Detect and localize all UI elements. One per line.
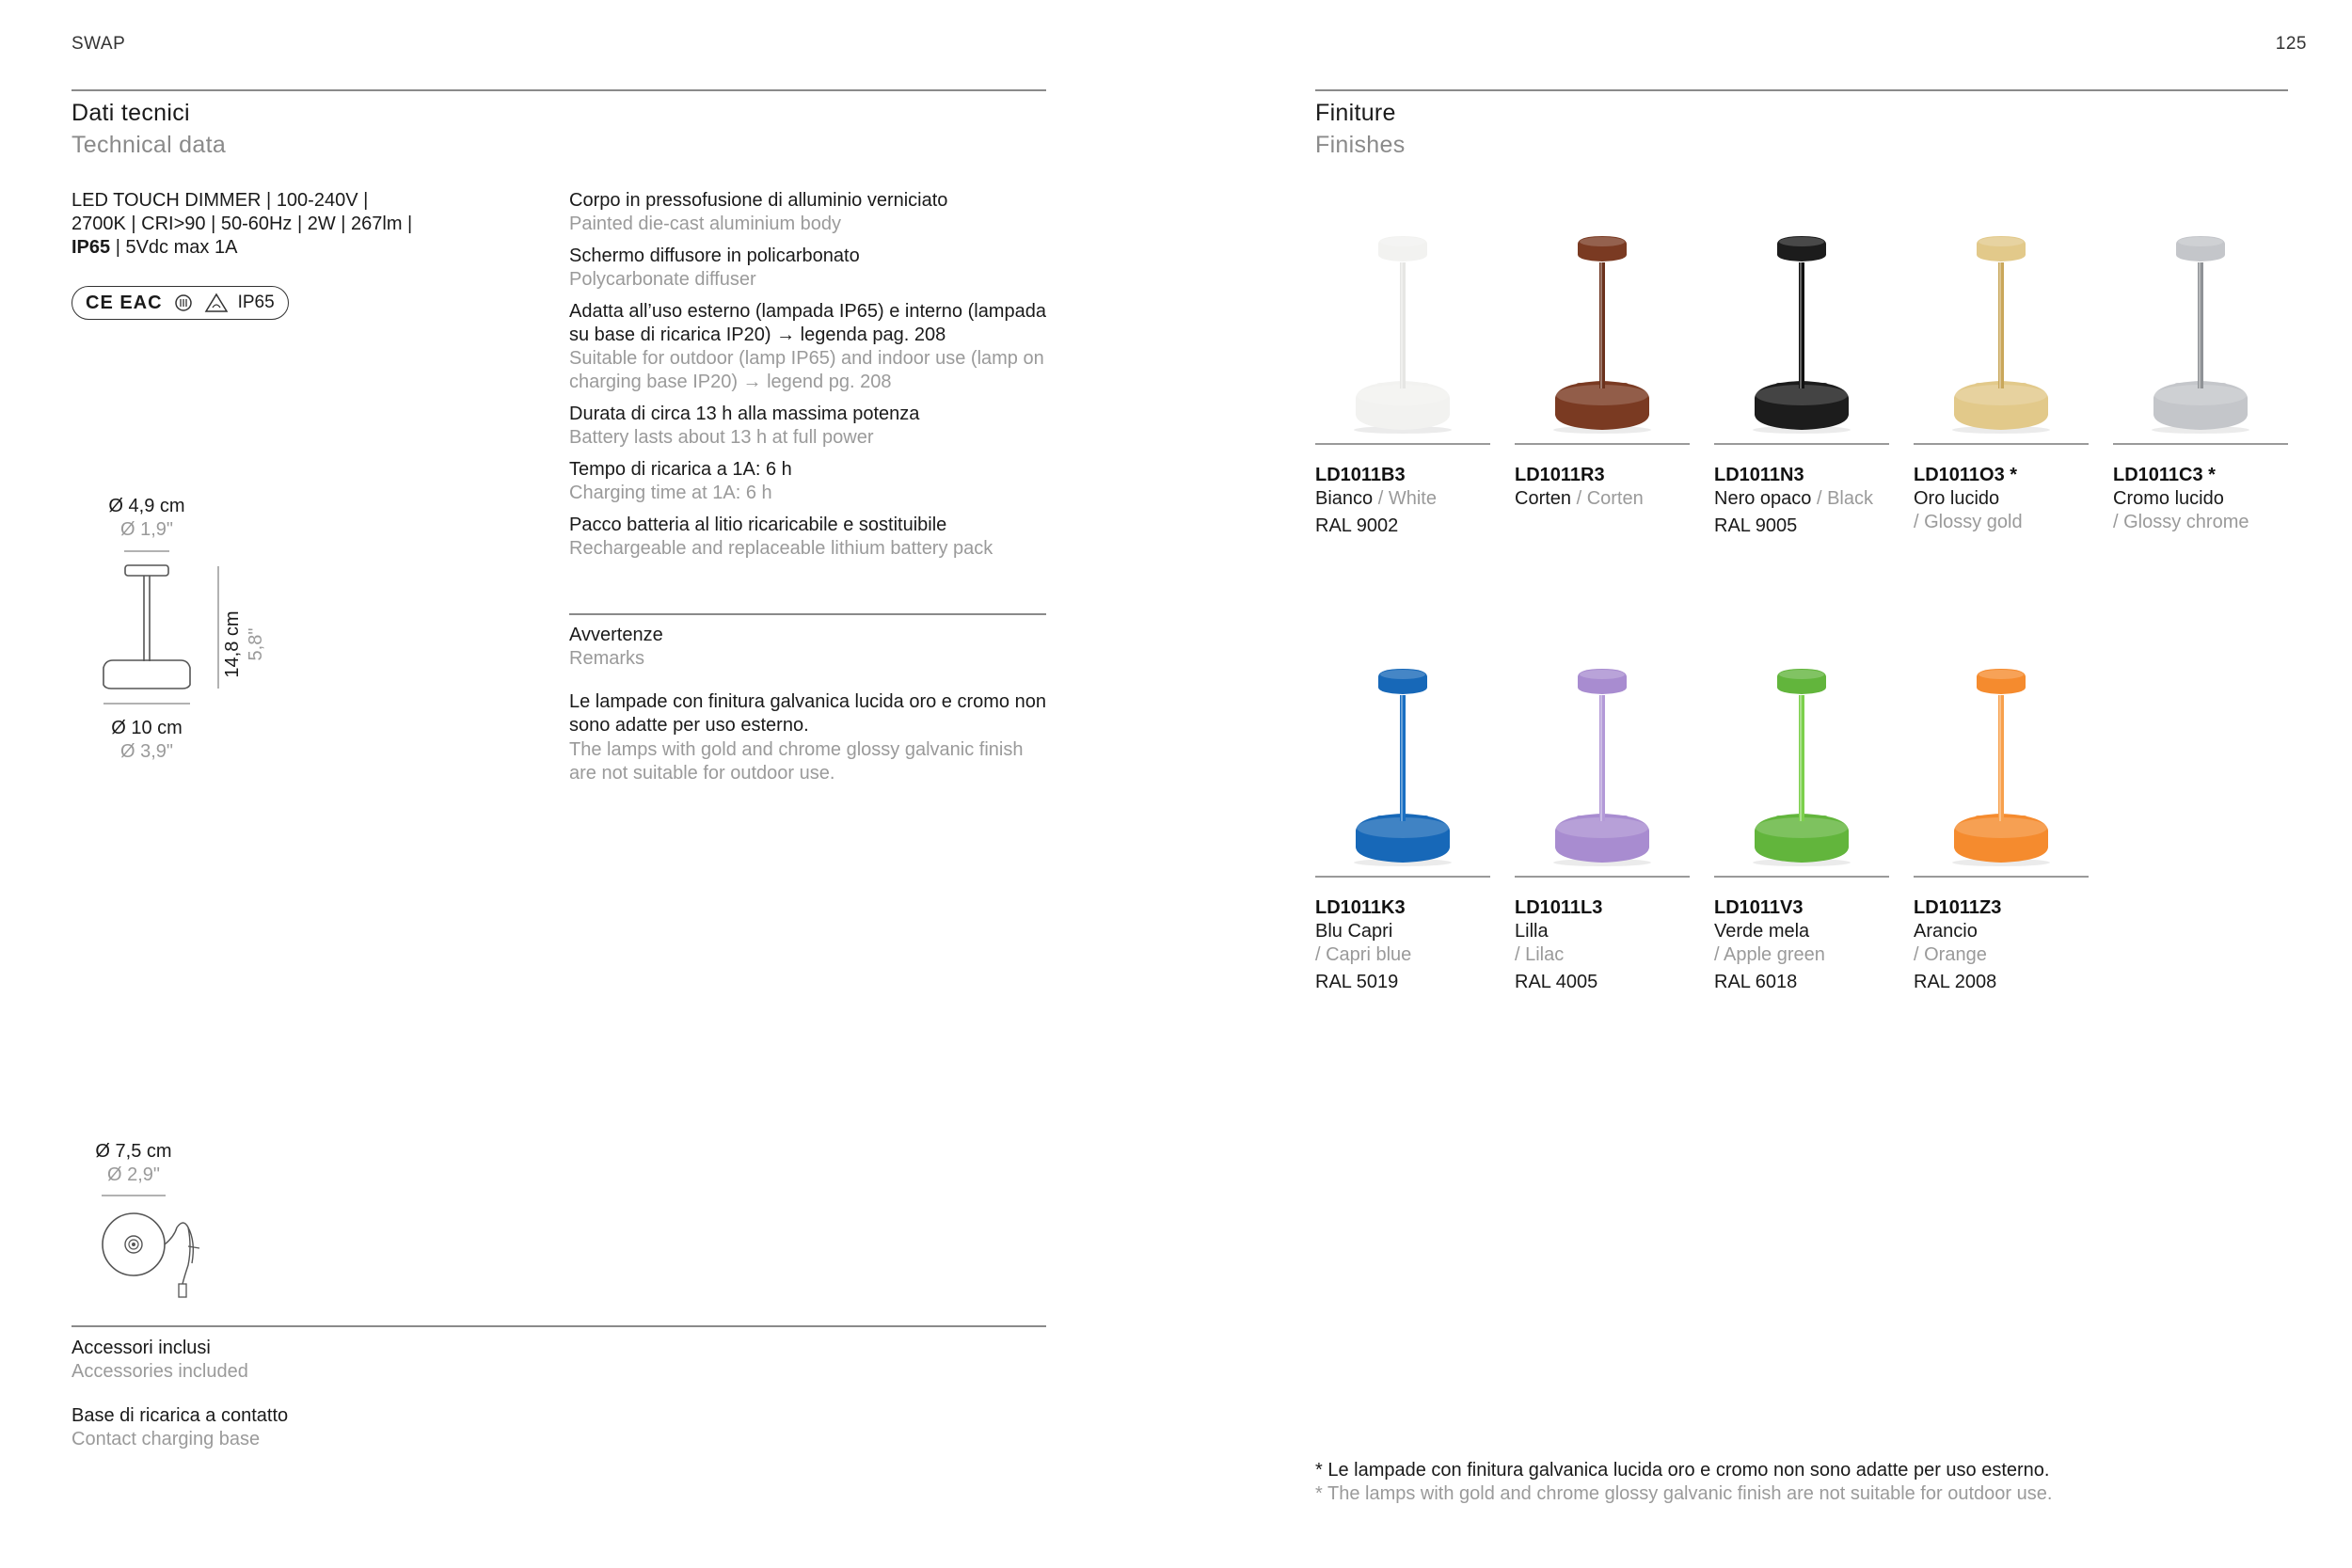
accessory-item-en: Contact charging base xyxy=(72,1429,261,1449)
spec-item: Durata di circa 13 h alla massima potenza Battery lasts about 13 h at full power xyxy=(569,404,920,448)
divider xyxy=(1914,876,2089,878)
energy-icon xyxy=(172,292,195,314)
finish-info xyxy=(1515,464,1690,511)
finish-name: Bianco / White xyxy=(1315,488,1437,509)
lamp-image xyxy=(1515,221,1690,437)
finish-card xyxy=(1914,221,2089,534)
finish-info xyxy=(2113,464,2288,534)
spec-item: Corpo in pressofusione di alluminio verniciato Painted die-cast aluminium body xyxy=(569,190,948,234)
divider xyxy=(1714,876,1889,878)
finish-ral: RAL 9002 xyxy=(1315,515,1399,536)
finish-card xyxy=(1315,221,1490,538)
tech-title: Dati tecnici xyxy=(72,100,190,126)
finish-code: LD1011Z3 xyxy=(1914,897,2002,918)
finish-card xyxy=(1714,654,1889,994)
finishes-title: Finiture xyxy=(1315,100,1396,126)
finish-code: LD1011R3 xyxy=(1515,465,1605,485)
spec-item: Schermo diffusore in policarbonato Polycarbonate diffuser xyxy=(569,245,860,290)
finish-name: Nero opaco / Black xyxy=(1714,488,1873,509)
charger-diameter: Ø 7,5 cm Ø 2,9" xyxy=(95,1141,172,1185)
divider xyxy=(1714,443,1889,445)
remarks-text-en: The lamps with gold and chrome glossy galvanic finish are not suitable for outdoor use. xyxy=(569,739,1024,784)
finish-card xyxy=(1714,221,1889,538)
charger-drawing xyxy=(94,1190,216,1307)
base-diameter: Ø 10 cm Ø 3,9" xyxy=(111,718,183,762)
divider xyxy=(1515,876,1690,878)
badge-ip-label: IP65 xyxy=(237,293,275,312)
footnote-it: * Le lampade con finitura galvanica lucida oro e cromo non sono adatte per uso esterno. xyxy=(1315,1460,2050,1481)
warning-icon xyxy=(204,292,229,314)
finish-name: Cromo lucido / Glossy chrome xyxy=(2113,488,2249,532)
finish-info xyxy=(1914,464,2089,534)
finish-name: Lilla / Lilac xyxy=(1515,921,1565,965)
finish-name: Blu Capri / Capri blue xyxy=(1315,921,1412,965)
ce-eac-marks: CE EAC xyxy=(86,292,163,313)
lamp-image xyxy=(1914,221,2089,437)
lamp-image xyxy=(1315,654,1490,870)
finish-name: Corten / Corten xyxy=(1515,488,1644,509)
lamp-image xyxy=(1714,221,1889,437)
footnote-en: * The lamps with gold and chrome glossy galvanic finish are not suitable for outdoor use. xyxy=(1315,1483,2053,1504)
finish-code: LD1011C3 * xyxy=(2113,465,2216,485)
running-header: SWAP xyxy=(72,34,126,54)
finish-name: Arancio / Orange xyxy=(1914,921,1987,965)
height-dimension: 14,8 cm 5,8" xyxy=(222,610,266,678)
finish-ral: RAL 6018 xyxy=(1714,972,1798,992)
finish-info xyxy=(1914,896,2089,994)
finish-code: LD1011K3 xyxy=(1315,897,1406,918)
finishes-subtitle: Finishes xyxy=(1315,132,1406,158)
finish-code: LD1011V3 xyxy=(1714,897,1804,918)
spec-item: Pacco batteria al litio ricaricabile e sostituibile Rechargeable and replaceable lithium battery pack xyxy=(569,515,993,559)
finish-card xyxy=(1315,654,1490,994)
finish-code: LD1011N3 xyxy=(1714,465,1804,485)
remarks-title: Avvertenze xyxy=(569,625,663,645)
lamp-image xyxy=(2113,221,2288,437)
tech-line-3 xyxy=(72,236,523,260)
certification-badge xyxy=(72,286,289,320)
divider xyxy=(72,1325,1046,1327)
accessory-item: Base di ricarica a contatto xyxy=(72,1405,289,1426)
divider xyxy=(1315,89,2288,91)
lamp-image xyxy=(1914,654,2089,870)
finish-info xyxy=(1714,464,1889,538)
finish-info xyxy=(1714,896,1889,994)
finish-name: Oro lucido / Glossy gold xyxy=(1914,488,2023,532)
finish-info xyxy=(1315,896,1490,994)
tech-line-1: LED TOUCH DIMMER | 100-240V | xyxy=(72,190,369,211)
top-diameter: Ø 4,9 cm Ø 1,9" xyxy=(108,496,185,540)
spec-item: Adatta all’uso esterno (lampada IP65) e interno (lampada su base di ricarica IP20) → legenda pag. 208 Suitable for outdoor (lamp IP65) and indoor use (lamp on charging base IP20) → legend pg. 208 xyxy=(569,301,1046,392)
lamp-image xyxy=(1315,221,1490,437)
spec-list xyxy=(569,189,1049,569)
divider xyxy=(1315,876,1490,878)
accessories-subtitle: Accessories included xyxy=(72,1361,248,1382)
tech-subtitle: Technical data xyxy=(72,132,227,158)
page-number: 125 xyxy=(2275,34,2307,54)
finish-ral: RAL 4005 xyxy=(1515,972,1598,992)
finish-ral: RAL 9005 xyxy=(1714,515,1798,536)
finish-info xyxy=(1315,464,1490,538)
divider xyxy=(72,89,1046,91)
finish-card xyxy=(2113,221,2288,534)
finish-card xyxy=(1914,654,2089,994)
divider xyxy=(2113,443,2288,445)
finish-card xyxy=(1515,221,1690,511)
divider xyxy=(569,613,1046,615)
divider xyxy=(1315,443,1490,445)
divider xyxy=(1914,443,2089,445)
remarks-text-it: Le lampade con finitura galvanica lucida oro e cromo non sono adatte per uso esterno. xyxy=(569,691,1046,736)
finish-ral: RAL 5019 xyxy=(1315,972,1399,992)
spec-item: Tempo di ricarica a 1A: 6 h Charging time at 1A: 6 h xyxy=(569,459,792,503)
finish-code: LD1011L3 xyxy=(1515,897,1603,918)
lamp-image xyxy=(1515,654,1690,870)
lamp-image xyxy=(1714,654,1889,870)
finish-card xyxy=(1515,654,1690,994)
ip-rating: IP65 xyxy=(72,237,111,258)
finish-code: LD1011B3 xyxy=(1315,465,1406,485)
finish-ral: RAL 2008 xyxy=(1914,972,1997,992)
power-spec: | 5Vdc max 1A xyxy=(110,237,238,258)
divider xyxy=(1515,443,1690,445)
finish-code: LD1011O3 * xyxy=(1914,465,2018,485)
finish-info xyxy=(1515,896,1690,994)
accessories-title: Accessori inclusi xyxy=(72,1338,211,1358)
tech-specs xyxy=(72,189,523,260)
remarks-subtitle: Remarks xyxy=(569,648,645,669)
finish-name: Verde mela / Apple green xyxy=(1714,921,1825,965)
tech-line-2: 2700K | CRI>90 | 50-60Hz | 2W | 267lm | xyxy=(72,214,413,234)
